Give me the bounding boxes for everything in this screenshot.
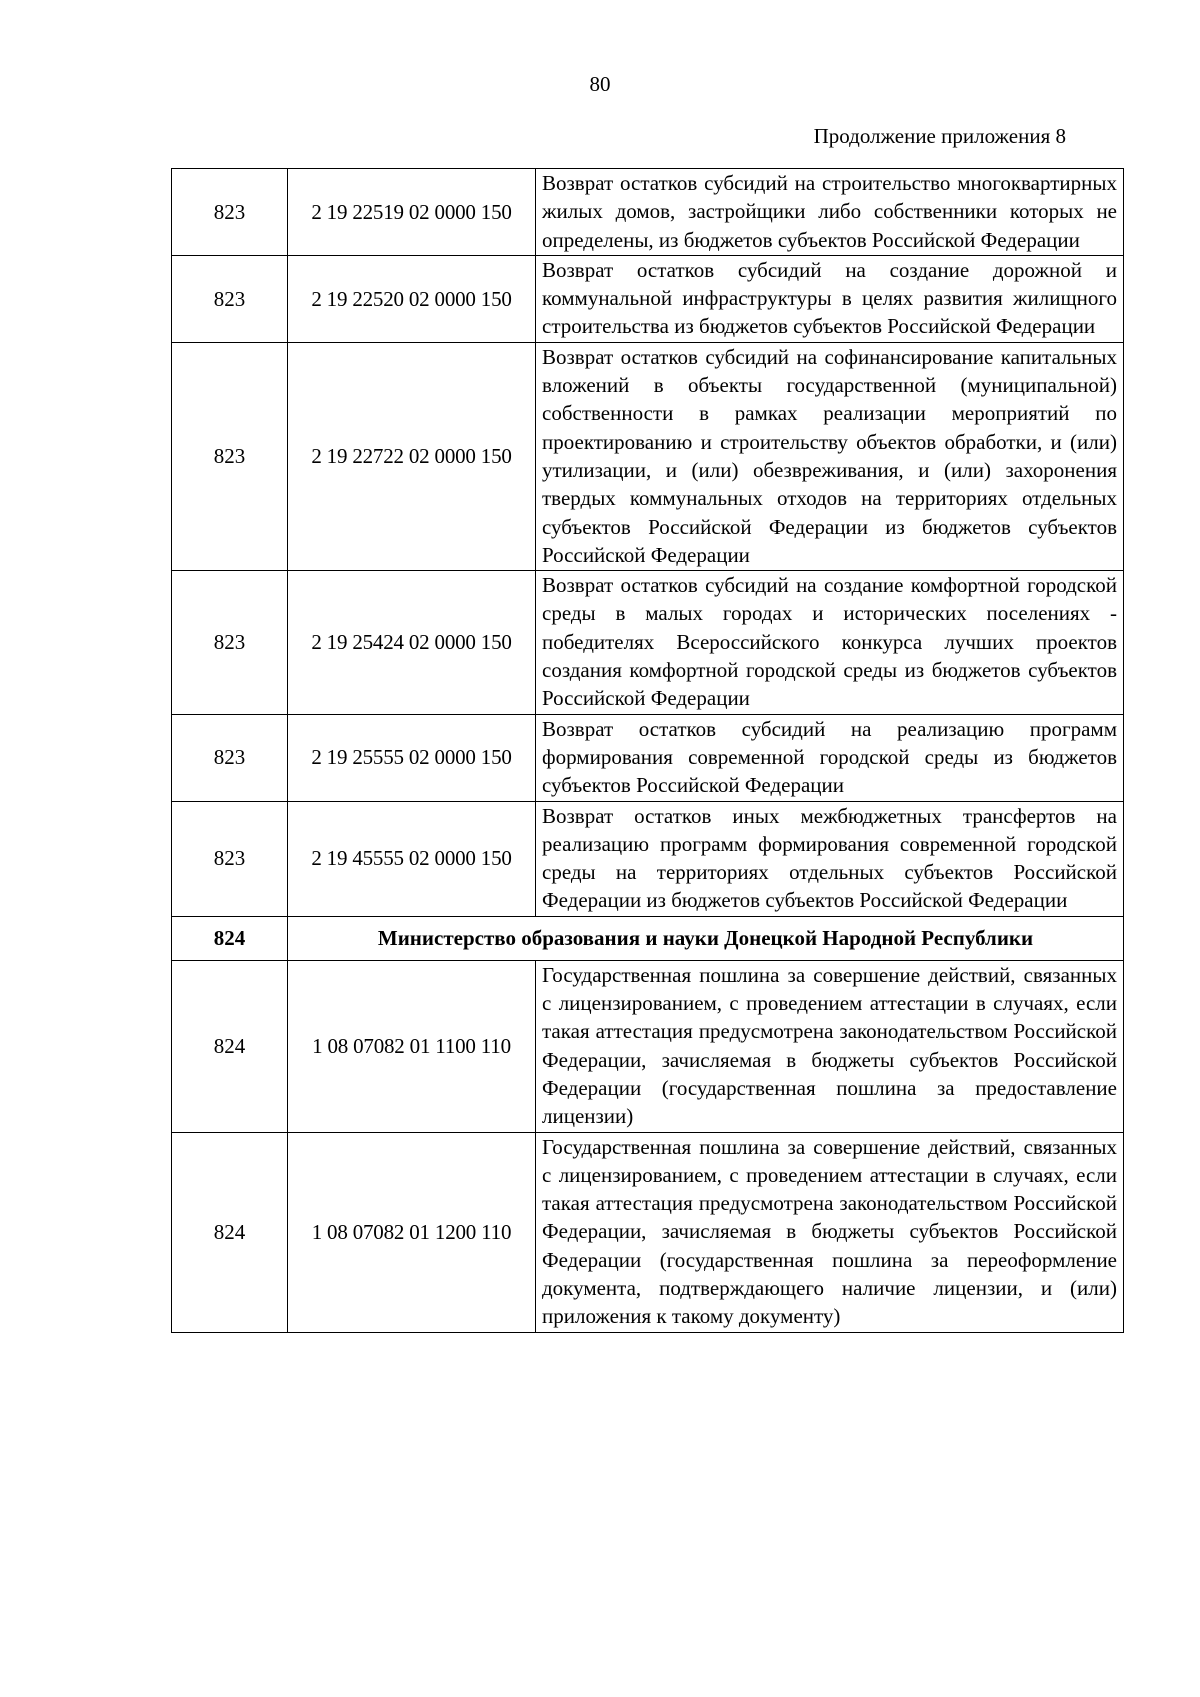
admin-code-cell: 823 <box>172 255 288 342</box>
table-row <box>172 714 1124 801</box>
income-name-cell: Государственная пошлина за совершение действий, связанных с лицензированием, с проведением аттестации в случаях, если такая аттестация предусмотрена законодательством Российской Федерации, зачисляемая в бюджеты субъектов Российской Федерации (государственная пошлина за предоставление лицензии) <box>536 960 1124 1132</box>
budget-code-cell: 2 19 45555 02 0000 150 <box>288 801 536 916</box>
page-number: 80 <box>589 72 611 96</box>
budget-code-cell: 2 19 22519 02 0000 150 <box>288 169 536 256</box>
department-name: Министерство образования и науки Донецкой Народной Республики <box>288 916 1124 960</box>
income-name-cell: Возврат остатков субсидий на создание комфортной городской среды в малых городах и исторических поселениях - победителях Всероссийского конкурса лучших проектов создания комфортной городской среды из бюджетов субъектов Российской Федерации <box>536 571 1124 714</box>
department-header-row <box>172 916 1124 960</box>
budget-code-cell: 2 19 25555 02 0000 150 <box>288 714 536 801</box>
appendix-continuation-label: Продолжение приложения 8 <box>813 124 1066 148</box>
table-row <box>172 801 1124 916</box>
table-row <box>172 169 1124 256</box>
budget-code-cell: 2 19 22520 02 0000 150 <box>288 255 536 342</box>
table-row <box>172 571 1124 714</box>
income-name-cell: Возврат остатков субсидий на строительство многоквартирных жилых домов, застройщики либо собственники которых не определены, из бюджетов субъектов Российской Федерации <box>536 169 1124 256</box>
budget-code-cell: 1 08 07082 01 1200 110 <box>288 1132 536 1332</box>
budget-code-cell: 2 19 25424 02 0000 150 <box>288 571 536 714</box>
admin-code-cell: 824 <box>172 1132 288 1332</box>
admin-code-cell: 824 <box>172 960 288 1132</box>
admin-code-cell: 823 <box>172 342 288 570</box>
income-name-cell: Возврат остатков иных межбюджетных трансфертов на реализацию программ формирования современной городской среды на территориях отдельных субъектов Российской Федерации из бюджетов субъектов Российской Федерации <box>536 801 1124 916</box>
income-name-cell: Возврат остатков субсидий на создание дорожной и коммунальной инфраструктуры в целях развития жилищного строительства из бюджетов субъектов Российской Федерации <box>536 255 1124 342</box>
admin-code-cell: 823 <box>172 801 288 916</box>
admin-code-cell: 823 <box>172 571 288 714</box>
budget-codes-table <box>171 168 1124 1333</box>
table-row <box>172 1132 1124 1332</box>
income-name-cell: Возврат остатков субсидий на софинансирование капитальных вложений в объекты государственной (муниципальной) собственности в рамках реализации мероприятий по проектированию и строительству объектов обработки, и (или) утилизации, и (или) обезвреживания, и (или) захоронения твердых коммунальных отходов на территориях отдельных субъектов Российской Федерации из бюджетов субъектов Российской Федерации <box>536 342 1124 570</box>
admin-code-cell: 823 <box>172 169 288 256</box>
budget-code-cell: 2 19 22722 02 0000 150 <box>288 342 536 570</box>
table-row <box>172 960 1124 1132</box>
table-row <box>172 342 1124 570</box>
department-admin-code: 824 <box>172 916 288 960</box>
budget-code-cell: 1 08 07082 01 1100 110 <box>288 960 536 1132</box>
admin-code-cell: 823 <box>172 714 288 801</box>
income-name-cell: Государственная пошлина за совершение действий, связанных с лицензированием, с проведением аттестации в случаях, если такая аттестация предусмотрена законодательством Российской Федерации, зачисляемая в бюджеты субъектов Российской Федерации (государственная пошлина за переоформление документа, подтверждающего наличие лицензии, и (или) приложения к такому документу) <box>536 1132 1124 1332</box>
income-name-cell: Возврат остатков субсидий на реализацию программ формирования современной городской среды из бюджетов субъектов Российской Федерации <box>536 714 1124 801</box>
table-row <box>172 255 1124 342</box>
